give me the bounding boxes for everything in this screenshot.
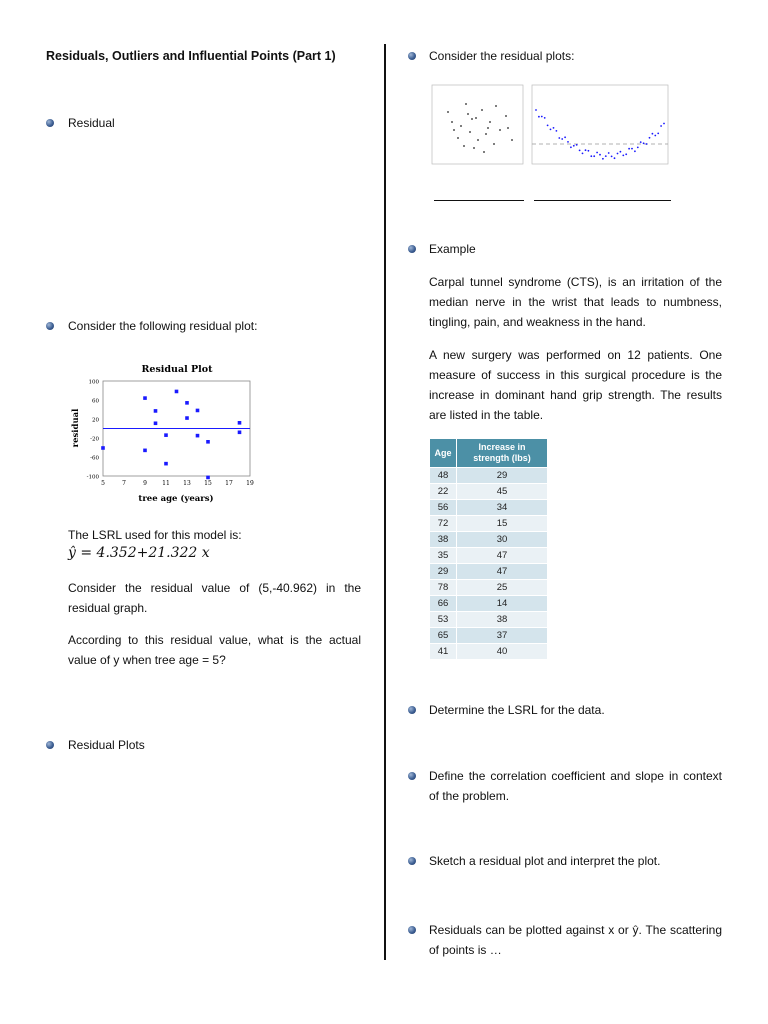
table-cell-increase: 38 bbox=[457, 612, 548, 628]
table-cell-increase: 47 bbox=[457, 564, 548, 580]
thumbnail-point bbox=[570, 146, 572, 148]
thumbnail-point bbox=[511, 139, 513, 141]
thumbnail-point bbox=[475, 117, 477, 119]
thumbnail-point bbox=[471, 118, 473, 120]
table-header-increase: Increase in strength (lbs) bbox=[457, 439, 548, 468]
x-tick-label: 15 bbox=[204, 480, 212, 487]
table-cell-age: 22 bbox=[430, 484, 457, 500]
thumbnail-point bbox=[453, 129, 455, 131]
data-point bbox=[164, 433, 168, 437]
thumbnail-point bbox=[561, 138, 563, 140]
data-point bbox=[238, 431, 242, 435]
thumbnail-point bbox=[495, 105, 497, 107]
thumbnail-point bbox=[487, 127, 489, 129]
column-divider bbox=[384, 44, 386, 960]
bullet-residuals-plotted: Residuals can be plotted against x or ŷ. The scattering of points is … bbox=[429, 923, 722, 957]
cts-paragraph: Carpal tunnel syndrome (CTS), is an irritation of the median nerve in the wrist that leads to numbness, tingling, pain, and weakness in the hand. bbox=[429, 275, 722, 329]
thumbnail-point bbox=[617, 153, 619, 155]
data-point bbox=[143, 449, 147, 453]
table-cell-increase: 30 bbox=[457, 532, 548, 548]
thumbnail-point bbox=[499, 129, 501, 131]
residual-value-text: Consider the residual value of (5,-40.962) in the residual graph. bbox=[68, 581, 361, 615]
curved-residual-plot-frame bbox=[532, 85, 668, 164]
thumbnail-point bbox=[505, 115, 507, 117]
data-point bbox=[154, 409, 158, 413]
thumbnail-point bbox=[579, 150, 581, 152]
table-cell-age: 65 bbox=[430, 628, 457, 644]
table-cell-increase: 25 bbox=[457, 580, 548, 596]
bullet-icon bbox=[408, 706, 416, 714]
y-tick-label: -60 bbox=[90, 455, 99, 462]
x-tick-label: 17 bbox=[225, 480, 233, 487]
thumbnail-point bbox=[544, 117, 546, 119]
data-point bbox=[185, 401, 189, 405]
thumbnail-point bbox=[602, 158, 604, 160]
y-tick-label: -20 bbox=[90, 436, 99, 443]
bullet-icon bbox=[46, 322, 54, 330]
bullet-sketch-residual: Sketch a residual plot and interpret the plot. bbox=[429, 854, 661, 868]
table-cell-age: 35 bbox=[430, 548, 457, 564]
thumbnail-point bbox=[485, 133, 487, 135]
thumbnail-point bbox=[553, 127, 555, 129]
thumbnail-point bbox=[657, 133, 659, 135]
thumbnail-point bbox=[620, 151, 622, 153]
thumbnail-point bbox=[469, 131, 471, 133]
table-cell-increase: 45 bbox=[457, 484, 548, 500]
y-tick-label: -100 bbox=[86, 474, 99, 481]
thumbnail-point bbox=[447, 111, 449, 113]
thumbnail-point bbox=[473, 147, 475, 149]
table-cell-age: 29 bbox=[430, 564, 457, 580]
x-axis-label: tree age (years) bbox=[138, 494, 214, 504]
thumbnail-point bbox=[457, 137, 459, 139]
x-tick-label: 9 bbox=[143, 480, 147, 487]
y-tick-label: 20 bbox=[92, 417, 99, 424]
thumbnail-point bbox=[646, 143, 648, 145]
chart-title: Residual Plot bbox=[141, 364, 213, 375]
thumbnail-point bbox=[467, 113, 469, 115]
data-point bbox=[175, 390, 179, 394]
data-point bbox=[196, 434, 200, 438]
x-tick-label: 13 bbox=[183, 480, 191, 487]
thumbnail-point bbox=[625, 153, 627, 155]
thumbnail-point bbox=[649, 137, 651, 139]
y-tick-label: 100 bbox=[88, 379, 99, 386]
table-cell-age: 56 bbox=[430, 500, 457, 516]
thumbnail-point bbox=[576, 144, 578, 146]
lsrl-equation: ŷ = 4.352+21.322 x bbox=[68, 545, 210, 561]
table-row bbox=[430, 484, 548, 500]
thumbnail-point bbox=[489, 121, 491, 123]
table-cell-age: 53 bbox=[430, 612, 457, 628]
thumbnail-point bbox=[550, 129, 552, 131]
thumbnail-point bbox=[541, 116, 543, 118]
random-residual-plot-frame bbox=[432, 85, 523, 164]
table-row bbox=[430, 548, 548, 564]
thumbnail-point bbox=[463, 145, 465, 147]
thumbnail-point bbox=[483, 151, 485, 153]
table-row bbox=[430, 644, 548, 660]
thumbnail-point bbox=[596, 152, 598, 154]
bullet-determine-lsrl: Determine the LSRL for the data. bbox=[429, 703, 605, 717]
actual-value-question: According to this residual value, what is the actual value of y when tree age = 5? bbox=[68, 633, 361, 667]
table-cell-age: 48 bbox=[430, 468, 457, 484]
thumbnail-point bbox=[558, 137, 560, 139]
thumbnail-point bbox=[582, 153, 584, 155]
thumbnail-point bbox=[590, 155, 592, 157]
x-tick-label: 7 bbox=[122, 480, 126, 487]
table-row bbox=[430, 500, 548, 516]
data-point bbox=[164, 462, 168, 466]
table-cell-increase: 40 bbox=[457, 644, 548, 660]
answer-blank-2[interactable] bbox=[534, 200, 671, 201]
table-header-age: Age bbox=[430, 439, 457, 468]
table-row bbox=[430, 580, 548, 596]
bullet-consider-plots: Consider the residual plots: bbox=[429, 49, 575, 63]
bullet-consider-plot: Consider the following residual plot: bbox=[68, 319, 258, 333]
bullet-icon bbox=[46, 741, 54, 749]
data-point bbox=[206, 440, 210, 444]
table-row bbox=[430, 516, 548, 532]
bullet-residual-plots: Residual Plots bbox=[68, 738, 145, 752]
thumbnail-point bbox=[643, 142, 645, 144]
residual-plot-chart bbox=[66, 358, 266, 510]
x-tick-label: 11 bbox=[162, 480, 170, 487]
table-cell-increase: 29 bbox=[457, 468, 548, 484]
table-row bbox=[430, 596, 548, 612]
table-row bbox=[430, 564, 548, 580]
bullet-icon bbox=[46, 119, 54, 127]
thumbnail-point bbox=[588, 150, 590, 152]
data-point bbox=[154, 421, 158, 425]
table-cell-age: 78 bbox=[430, 580, 457, 596]
data-point bbox=[238, 421, 242, 425]
table-cell-age: 38 bbox=[430, 532, 457, 548]
thumbnail-point bbox=[663, 123, 665, 125]
thumbnail-point bbox=[547, 125, 549, 127]
thumbnail-point bbox=[654, 135, 656, 137]
thumbnail-point bbox=[493, 143, 495, 145]
table-cell-increase: 37 bbox=[457, 628, 548, 644]
thumbnail-point bbox=[465, 103, 467, 105]
table-row bbox=[430, 628, 548, 644]
bullet-residual: Residual bbox=[68, 116, 115, 130]
y-tick-label: 60 bbox=[92, 398, 99, 405]
lsrl-intro: The LSRL used for this model is: bbox=[68, 528, 242, 542]
page-title: Residuals, Outliers and Influential Points (Part 1) bbox=[46, 49, 336, 63]
thumbnail-point bbox=[640, 141, 642, 143]
thumbnail-point bbox=[605, 155, 607, 157]
thumbnail-point bbox=[634, 150, 636, 152]
table-cell-age: 72 bbox=[430, 516, 457, 532]
thumbnail-point bbox=[535, 109, 537, 111]
bullet-example: Example bbox=[429, 242, 476, 256]
thumbnail-point bbox=[538, 116, 540, 118]
y-ticks bbox=[87, 380, 100, 481]
data-point bbox=[143, 396, 147, 400]
thumbnail-point bbox=[593, 155, 595, 157]
thumbnail-point bbox=[637, 147, 639, 149]
table-cell-increase: 47 bbox=[457, 548, 548, 564]
thumbnail-point bbox=[481, 109, 483, 111]
thumbnail-point bbox=[477, 139, 479, 141]
data-point bbox=[185, 416, 189, 420]
answer-blank-1[interactable] bbox=[434, 200, 524, 201]
data-point bbox=[101, 446, 105, 450]
bullet-icon bbox=[408, 926, 416, 934]
x-tick-label: 5 bbox=[101, 480, 105, 487]
table-cell-age: 66 bbox=[430, 596, 457, 612]
x-ticks bbox=[101, 480, 254, 487]
residual-plots-thumbnails bbox=[426, 82, 676, 174]
thumbnail-point bbox=[599, 154, 601, 156]
thumbnail-point bbox=[608, 152, 610, 154]
bullet-icon bbox=[408, 772, 416, 780]
thumbnail-point bbox=[585, 149, 587, 151]
surgery-paragraph: A new surgery was performed on 12 patients. One measure of success in this surgical procedure is the increase in dominant hand grip strength. The results are listed in the table. bbox=[429, 348, 722, 422]
data-table bbox=[429, 438, 548, 660]
thumbnail-point bbox=[622, 155, 624, 157]
data-points bbox=[101, 390, 241, 480]
thumbnail-point bbox=[611, 156, 613, 158]
thumbnail-point bbox=[556, 130, 558, 132]
table-cell-increase: 34 bbox=[457, 500, 548, 516]
thumbnail-point bbox=[660, 125, 662, 127]
x-tick-label: 19 bbox=[246, 480, 254, 487]
bullet-icon bbox=[408, 52, 416, 60]
table-row bbox=[430, 612, 548, 628]
table-cell-increase: 14 bbox=[457, 596, 548, 612]
bullet-icon bbox=[408, 857, 416, 865]
data-point bbox=[206, 476, 210, 480]
table-row bbox=[430, 468, 548, 484]
thumbnail-point bbox=[631, 148, 633, 150]
thumbnail-point bbox=[507, 127, 509, 129]
thumbnail-point bbox=[460, 125, 462, 127]
thumbnail-point bbox=[573, 145, 575, 147]
bullet-define-correlation: Define the correlation coefficient and slope in context of the problem. bbox=[429, 769, 722, 803]
table-cell-increase: 15 bbox=[457, 516, 548, 532]
thumbnail-point bbox=[451, 121, 453, 123]
thumbnail-point bbox=[652, 133, 654, 135]
y-axis-label: residual bbox=[71, 408, 81, 448]
data-point bbox=[196, 409, 200, 413]
bullet-icon bbox=[408, 245, 416, 253]
table-cell-age: 41 bbox=[430, 644, 457, 660]
thumbnail-point bbox=[614, 157, 616, 159]
thumbnail-point bbox=[564, 136, 566, 138]
thumbnail-point bbox=[567, 141, 569, 143]
thumbnail-point bbox=[628, 148, 630, 150]
table-row bbox=[430, 532, 548, 548]
